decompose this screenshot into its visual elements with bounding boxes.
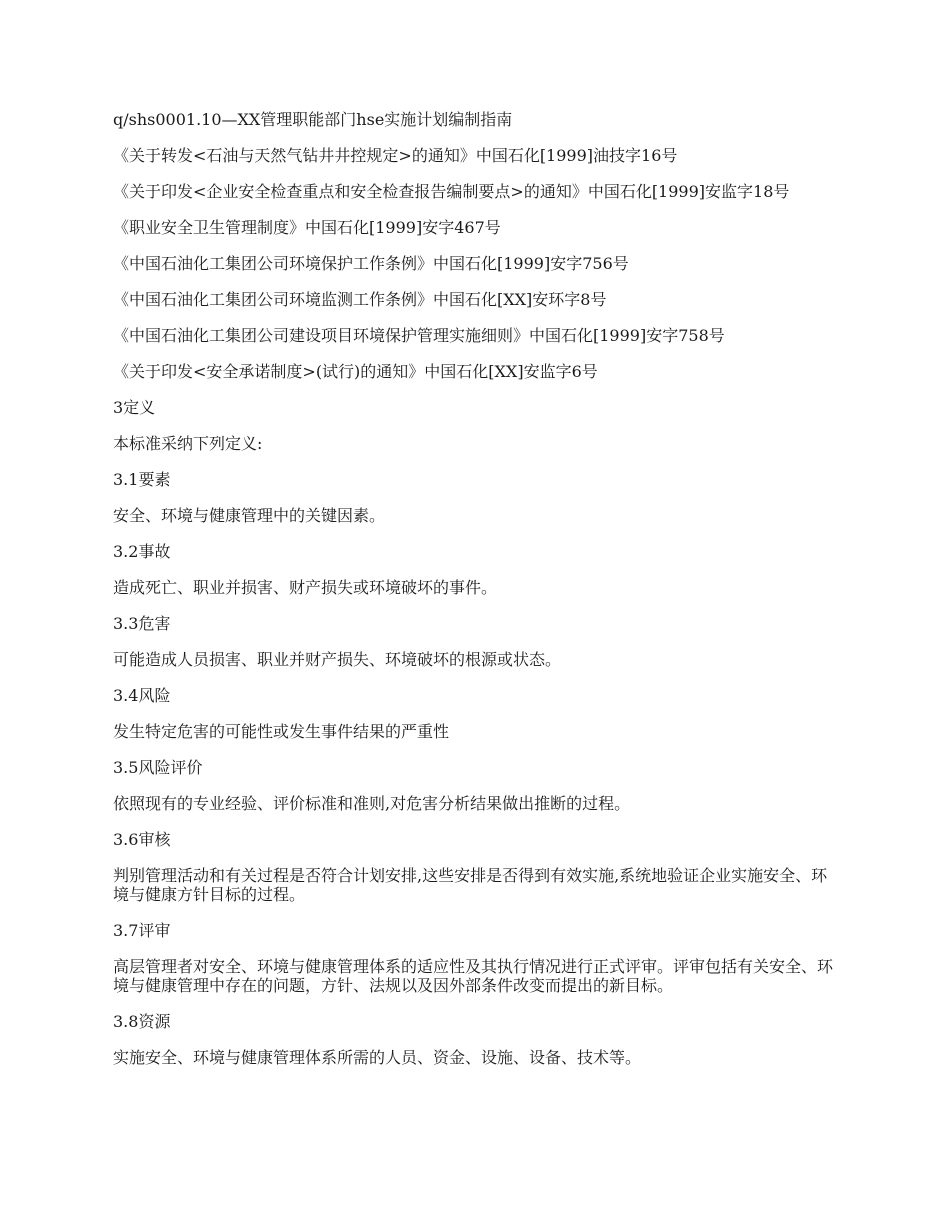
paragraph-ref-env-monitoring: 《中国石油化工集团公司环境监测工作条例》中国石化[XX]安环字8号 (113, 290, 607, 309)
definition-text-resources: 实施安全、环境与健康管理体系所需的人员、资金、设施、设备、技术等。 (113, 1048, 642, 1067)
paragraph-ref-construction-env: 《中国石油化工集团公司建设项目环境保护管理实施细则》中国石化[1999]安字758号 (113, 326, 725, 345)
paragraph-ref-safety-commitment: 《关于印发<安全承诺制度>(试行)的通知》中国石化[XX]安监字6号 (113, 362, 598, 381)
definition-heading-risk-assessment: 3.5风险评价 (113, 758, 203, 777)
definition-text-audit: 判别管理活动和有关过程是否符合计划安排,这些安排是否得到有效实施,系统地验证企业实施安全、环境与健康方针目标的过程。 (113, 866, 828, 904)
definition-text-risk: 发生特定危害的可能性或发生事件结果的严重性 (113, 722, 450, 741)
paragraph-ref-occupational-safety: 《职业安全卫生管理制度》中国石化[1999]安字467号 (113, 218, 501, 237)
section-heading-definitions: 3定义 (113, 398, 156, 417)
definition-heading-element: 3.1要素 (113, 470, 171, 489)
definition-text-review: 高层管理者对安全、环境与健康管理体系的适应性及其执行情况进行正式评审。评审包括有关安全、环境与健康管理中存在的问题，方针、法规以及因外部条件改变而提出的新目标。 (113, 957, 834, 995)
definition-heading-audit: 3.6审核 (113, 830, 171, 849)
document-body (113, 110, 843, 1084)
paragraph-ref-safety-inspection: 《关于印发<企业安全检查重点和安全检查报告编制要点>的通知》中国石化[1999]安监字18号 (113, 182, 790, 201)
definition-text-element: 安全、环境与健康管理中的关键因素。 (113, 506, 386, 525)
paragraph-ref-well-control: 《关于转发<石油与天然气钻井井控规定>的通知》中国石化[1999]油技字16号 (113, 146, 678, 165)
paragraph-ref-env-protection: 《中国石油化工集团公司环境保护工作条例》中国石化[1999]安字756号 (113, 254, 629, 273)
definition-heading-risk: 3.4风险 (113, 686, 171, 705)
definition-text-hazard: 可能造成人员损害、职业并财产损失、环境破坏的根源或状态。 (113, 650, 562, 669)
paragraph-definitions-intro: 本标准采纳下列定义: (113, 434, 263, 453)
definition-text-risk-assessment: 依照现有的专业经验、评价标准和准则,对危害分析结果做出推断的过程。 (113, 794, 631, 813)
definition-heading-review: 3.7评审 (113, 921, 171, 940)
definition-heading-resources: 3.8资源 (113, 1012, 171, 1031)
definition-heading-accident: 3.2事故 (113, 542, 171, 561)
paragraph-guide-title: q/shs0001.10—XX管理职能部门hse实施计划编制指南 (113, 110, 513, 129)
definition-text-accident: 造成死亡、职业并损害、财产损失或环境破坏的事件。 (113, 578, 498, 597)
definition-heading-hazard: 3.3危害 (113, 614, 171, 633)
